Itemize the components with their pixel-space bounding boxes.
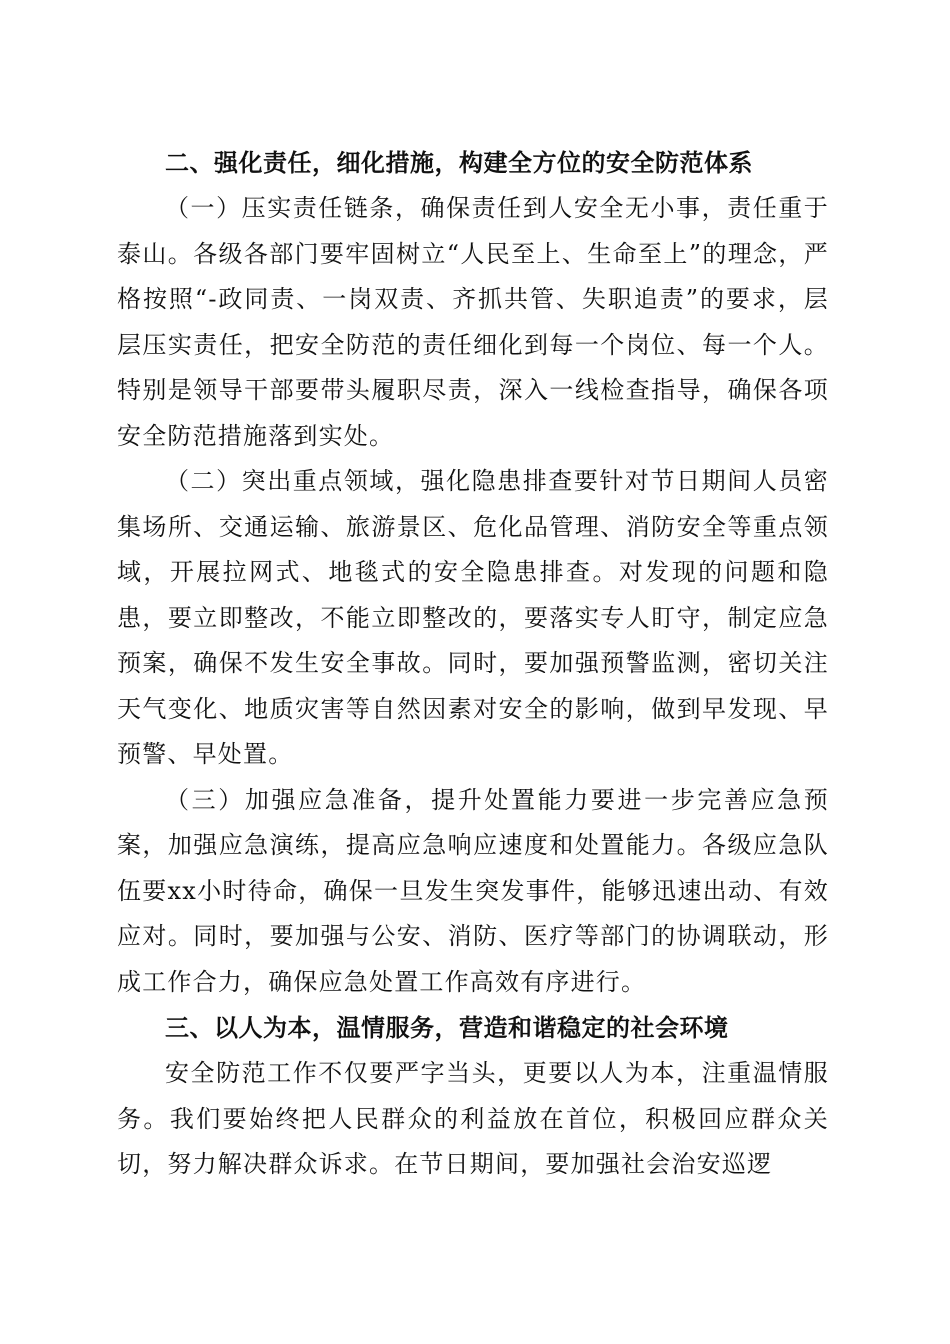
section-heading-3: 三、以人为本，温情服务，营造和谐稳定的社会环境 <box>165 1014 729 1042</box>
paragraph-responsibility-chain: （一）压实责任链条，确保责任到人安全无小事，责任重于泰山。各级各部门要牢固树立“人民至上、生命至上”的理念，严格按照“-政同责、一岗双责、齐抓共管、失职追责”的要求，层层压实责任，把安全防范的责任细化到每一个岗位、每一个人。特别是领导干部要带头履职尽责，深入一线检查指导，确保各项安全防范措施落到实处。 <box>117 194 829 450</box>
section-heading-2: 二、强化责任，细化措施，构建全方位的安全防范体系 <box>165 149 753 177</box>
paragraph-key-areas: （二）突出重点领域，强化隐患排查要针对节日期间人员密集场所、交通运输、旅游景区、危化品管理、消防安全等重点领域，开展拉网式、地毯式的安全隐患排查。对发现的问题和隐患，要立即整改，不能立即整改的，要落实专人盯守，制定应急预案，确保不发生安全事故。同时，要加强预警监测，密切关注天气变化、地质灾害等自然因素对安全的影响，做到早发现、早预警、早处置。 <box>117 467 829 768</box>
document-body <box>117 140 829 1188</box>
paragraph-emergency-preparedness: （三）加强应急准备，提升处置能力要进一步完善应急预案，加强应急演练，提高应急响应速度和处置能力。各级应急队伍要xx小时待命，确保一旦发生突发事件，能够迅速出动、有效应对。同时，要加强与公安、消防、医疗等部门的协调联动，形成工作合力，确保应急处置工作高效有序进行。 <box>117 785 829 996</box>
paragraph-people-oriented: 安全防范工作不仅要严字当头，更要以人为本，注重温情服务。我们要始终把人民群众的利益放在首位，积极回应群众关切，努力解决群众诉求。在节日期间，要加强社会治安巡逻 <box>117 1059 829 1178</box>
